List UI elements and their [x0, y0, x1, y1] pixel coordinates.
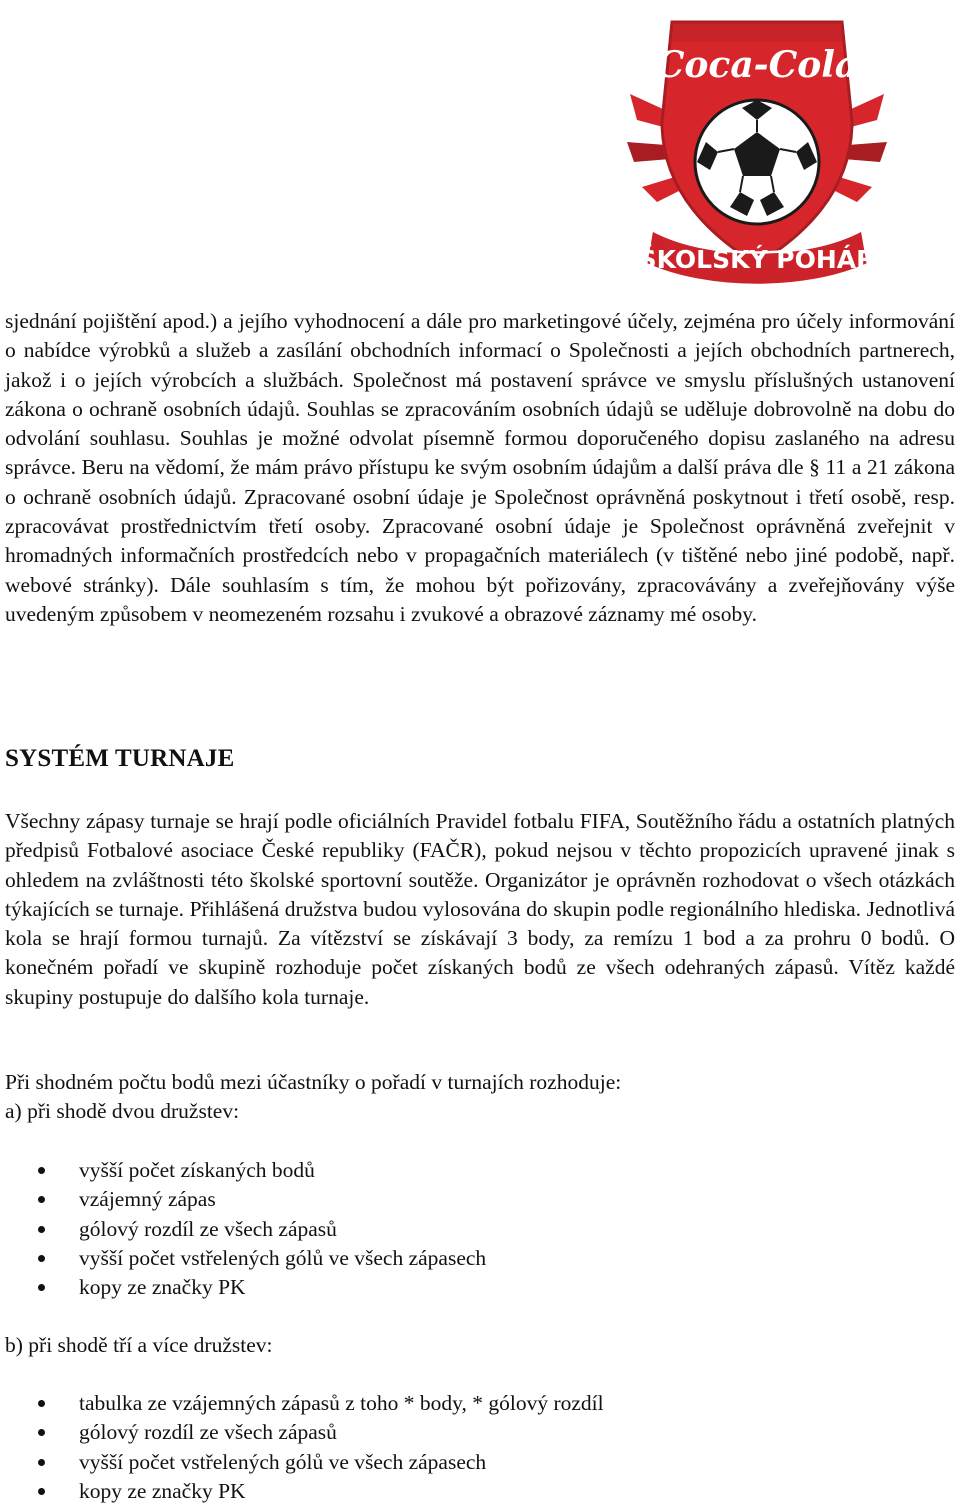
- logo-brand-text: Coca-Cola: [655, 44, 859, 86]
- tiebreak-intro: Při shodném počtu bodů mezi účastníky o pořadí v turnajích rozhoduje:: [5, 1070, 622, 1094]
- list-item: kopy ze značky PK: [0, 1477, 604, 1506]
- case-b-list: [0, 1389, 604, 1506]
- list-item: tabulka ze vzájemných zápasů z toho * body, * gólový rozdíl: [0, 1389, 604, 1418]
- list-item: gólový rozdíl ze všech zápasů: [0, 1418, 604, 1447]
- consent-paragraph: sjednání pojištění apod.) a jejího vyhodnocení a dále pro marketingové účely, zejména pro účely informování o nabídce výrobků a služeb a zasílání obchodních informací o Společnosti a jejích obchodních partnerech, jakož i o jejích výrobcích a službách. Společnost má postavení správce ve smyslu příslušných ustanovení zákona o ochraně osobních údajů. Souhlas se zpracováním osobních údajů se uděluje dobrovolně na dobu do odvolání souhlasu. Souhlas je možné odvolat písemně formou doporučeného dopisu zaslaného na adresu správce. Beru na vědomí, že mám právo přístupu ke svým osobním údajům a další práva dle § 11 a 21 zákona o ochraně osobních údajů. Zpracované osobní údaje je Společnost oprávněná poskytnout i třetí osobě, resp. zpracovávat prostřednictvím třetí osoby. Zpracované osobní údaje je Společnost oprávněná zveřejnit v hromadných informačních prostředcích nebo v propagačních materiálech (v tištěné nebo jiné podobě, např. webové stránky). Dále souhlasím s tím, že mohou být pořizovány, zpracovávány a zveřejňovány výše uvedeným způsobem v neomezeném rozsahu i zvukové a obrazové záznamy mé osoby.: [5, 309, 955, 626]
- logo-ribbon-text: ŠKOLSKÝ POHÁR: [638, 245, 876, 274]
- case-a-label: a) při shodě dvou družstev:: [5, 1099, 240, 1123]
- list-item: kopy ze značky PK: [0, 1273, 486, 1302]
- section-heading: SYSTÉM TURNAJE: [5, 745, 235, 772]
- list-item: vyšší počet vstřelených gólů ve všech zápasech: [0, 1448, 604, 1477]
- list-item: vzájemný zápas: [0, 1185, 486, 1214]
- rules-paragraph: Všechny zápasy turnaje se hrají podle oficiálních Pravidel fotbalu FIFA, Soutěžního řádu a ostatních platných předpisů Fotbalové asociace České republiky (FAČR), pokud nejsou v těchto propozicích upravené jinak s ohledem na zvláštnosti této školské sportovní soutěže. Organizátor je oprávněn rozhodovat o všech otázkách týkajících se turnaje. Přihlášená družstva budou vylosována do skupin podle regionálního hlediska. Jednotlivá kola se hrají formou turnajů. Za vítězství se získávají 3 body, za remízu 1 bod a za prohru 0 bodů. O konečném pořadí ve skupině rozhoduje počet získaných bodů ze všech odehraných zápasů. Vítěz každé skupiny postupuje do dalšího kola turnaje.: [5, 809, 955, 1009]
- case-b-label: b) při shodě tří a více družstev:: [5, 1333, 273, 1357]
- coca-cola-school-cup-logo: [612, 2, 902, 292]
- football-icon: [695, 100, 819, 224]
- list-item: vyšší počet získaných bodů: [0, 1156, 486, 1185]
- list-item: gólový rozdíl ze všech zápasů: [0, 1215, 486, 1244]
- case-a-list: [0, 1156, 486, 1302]
- list-item: vyšší počet vstřelených gólů ve všech zápasech: [0, 1244, 486, 1273]
